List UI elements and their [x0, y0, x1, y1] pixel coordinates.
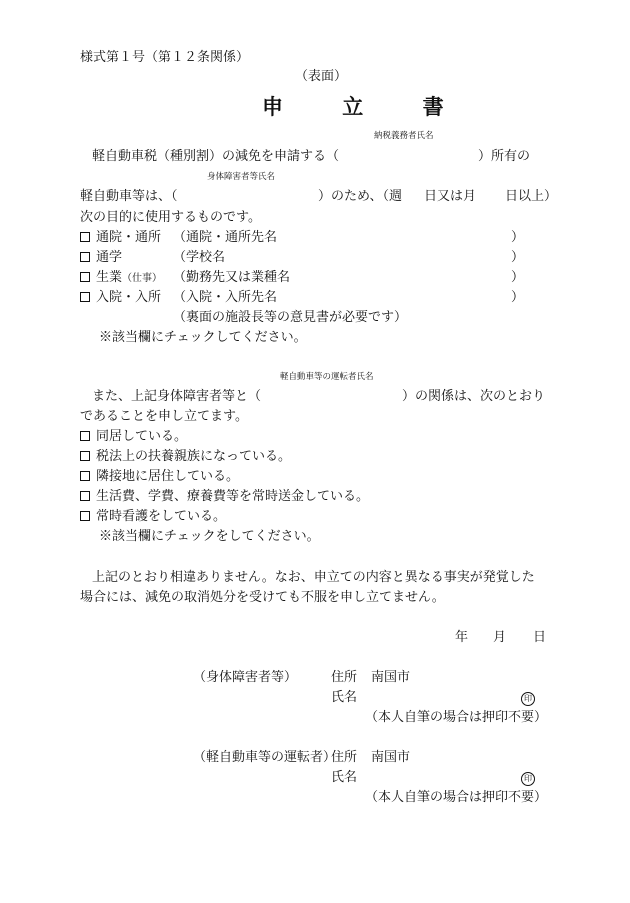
seal-mark: [521, 770, 535, 786]
vehicle-line-mid: ）のため、（週: [318, 189, 402, 204]
purpose-item-work[interactable]: 生業（仕事）: [80, 270, 162, 287]
checkbox[interactable]: [80, 272, 90, 282]
checkbox[interactable]: [80, 491, 90, 501]
purpose-intro: 次の目的に使用するものです。: [80, 210, 261, 225]
check-note-2: ※該当欄にチェックをしてください。: [99, 529, 320, 544]
address-label: 住所: [331, 670, 358, 685]
address-label: 住所: [331, 750, 358, 765]
relation-line-suffix: ）の関係は、次のとおり: [402, 389, 546, 404]
purpose-item-commute[interactable]: 通院・通所: [80, 230, 161, 246]
checkbox[interactable]: [80, 431, 90, 441]
relation-item[interactable]: 常時看護をしている。: [80, 509, 226, 525]
purpose-item-school[interactable]: 通学: [80, 250, 122, 266]
check-note-1: ※該当欄にチェックしてください。: [99, 330, 307, 345]
purpose-detail: （入院・入所先名: [173, 290, 278, 305]
address-value: 南国市: [371, 670, 411, 685]
purpose-close: ）: [511, 270, 525, 285]
side-label: （表面）: [295, 69, 348, 84]
checkbox[interactable]: [80, 292, 90, 302]
seal-note: （本人自筆の場合は押印不要）: [365, 710, 548, 725]
seal-icon: 印: [521, 772, 535, 786]
reduction-line-suffix: ）所有の: [478, 149, 531, 164]
seal-mark: [521, 690, 535, 706]
relation-item[interactable]: 同居している。: [80, 429, 187, 445]
driver-name-label: 軽自動車等の運転者氏名: [280, 372, 374, 382]
relation-item[interactable]: 生活費、学費、療養費等を常時送金している。: [80, 489, 369, 505]
signer-role: （身体障害者等）: [193, 670, 298, 685]
signer-role: （軽自動車等の運転者）: [193, 750, 337, 765]
relation-item[interactable]: 隣接地に居住している。: [80, 469, 239, 485]
purpose-note: （裏面の施設長等の意見書が必要です）: [173, 310, 408, 325]
seal-icon: 印: [521, 692, 535, 706]
declaration-line-2: 場合には、減免の取消処分を受けても不服を申し立てません。: [80, 590, 445, 605]
checkbox[interactable]: [80, 451, 90, 461]
name-label: 氏名: [331, 770, 358, 785]
reduction-line-prefix: 軽自動車税（種別割）の減免を申請する（: [92, 149, 340, 164]
vehicle-line-days: 日又は月: [424, 189, 477, 204]
name-label: 氏名: [331, 690, 358, 705]
disabled-person-name-label: 身体障害者等氏名: [207, 172, 276, 182]
checkbox[interactable]: [80, 511, 90, 521]
declaration-line-1: 上記のとおり相違ありません。なお、申立ての内容と異なる事実が発覚した: [92, 570, 535, 585]
purpose-close: ）: [511, 290, 525, 305]
checkbox[interactable]: [80, 471, 90, 481]
purpose-detail: （学校名: [173, 250, 226, 265]
date-day: 日: [533, 630, 547, 645]
seal-note: （本人自筆の場合は押印不要）: [365, 790, 548, 805]
vehicle-line-prefix: 軽自動車等は、（: [80, 189, 178, 204]
relation-line-prefix: また、上記身体障害者等と（: [92, 389, 262, 404]
date-year: 年: [455, 630, 469, 645]
page-title: 申 立 書: [262, 94, 470, 119]
form-number: 様式第１号（第１２条関係）: [80, 50, 250, 65]
checkbox[interactable]: [80, 252, 90, 262]
vehicle-line-end: 日以上）: [505, 189, 558, 204]
purpose-detail: （勤務先又は業種名: [173, 270, 291, 285]
checkbox[interactable]: [80, 232, 90, 242]
relation-item[interactable]: 税法上の扶養親族になっている。: [80, 449, 291, 465]
purpose-item-hospital[interactable]: 入院・入所: [80, 290, 161, 306]
purpose-detail: （通院・通所先名: [173, 230, 278, 245]
relation-line-2: であることを申し立てます。: [80, 409, 248, 424]
address-value: 南国市: [371, 750, 411, 765]
date-month: 月: [493, 630, 507, 645]
taxpayer-name-label: 納税義務者氏名: [374, 131, 434, 141]
purpose-close: ）: [511, 230, 525, 245]
purpose-close: ）: [511, 250, 525, 265]
